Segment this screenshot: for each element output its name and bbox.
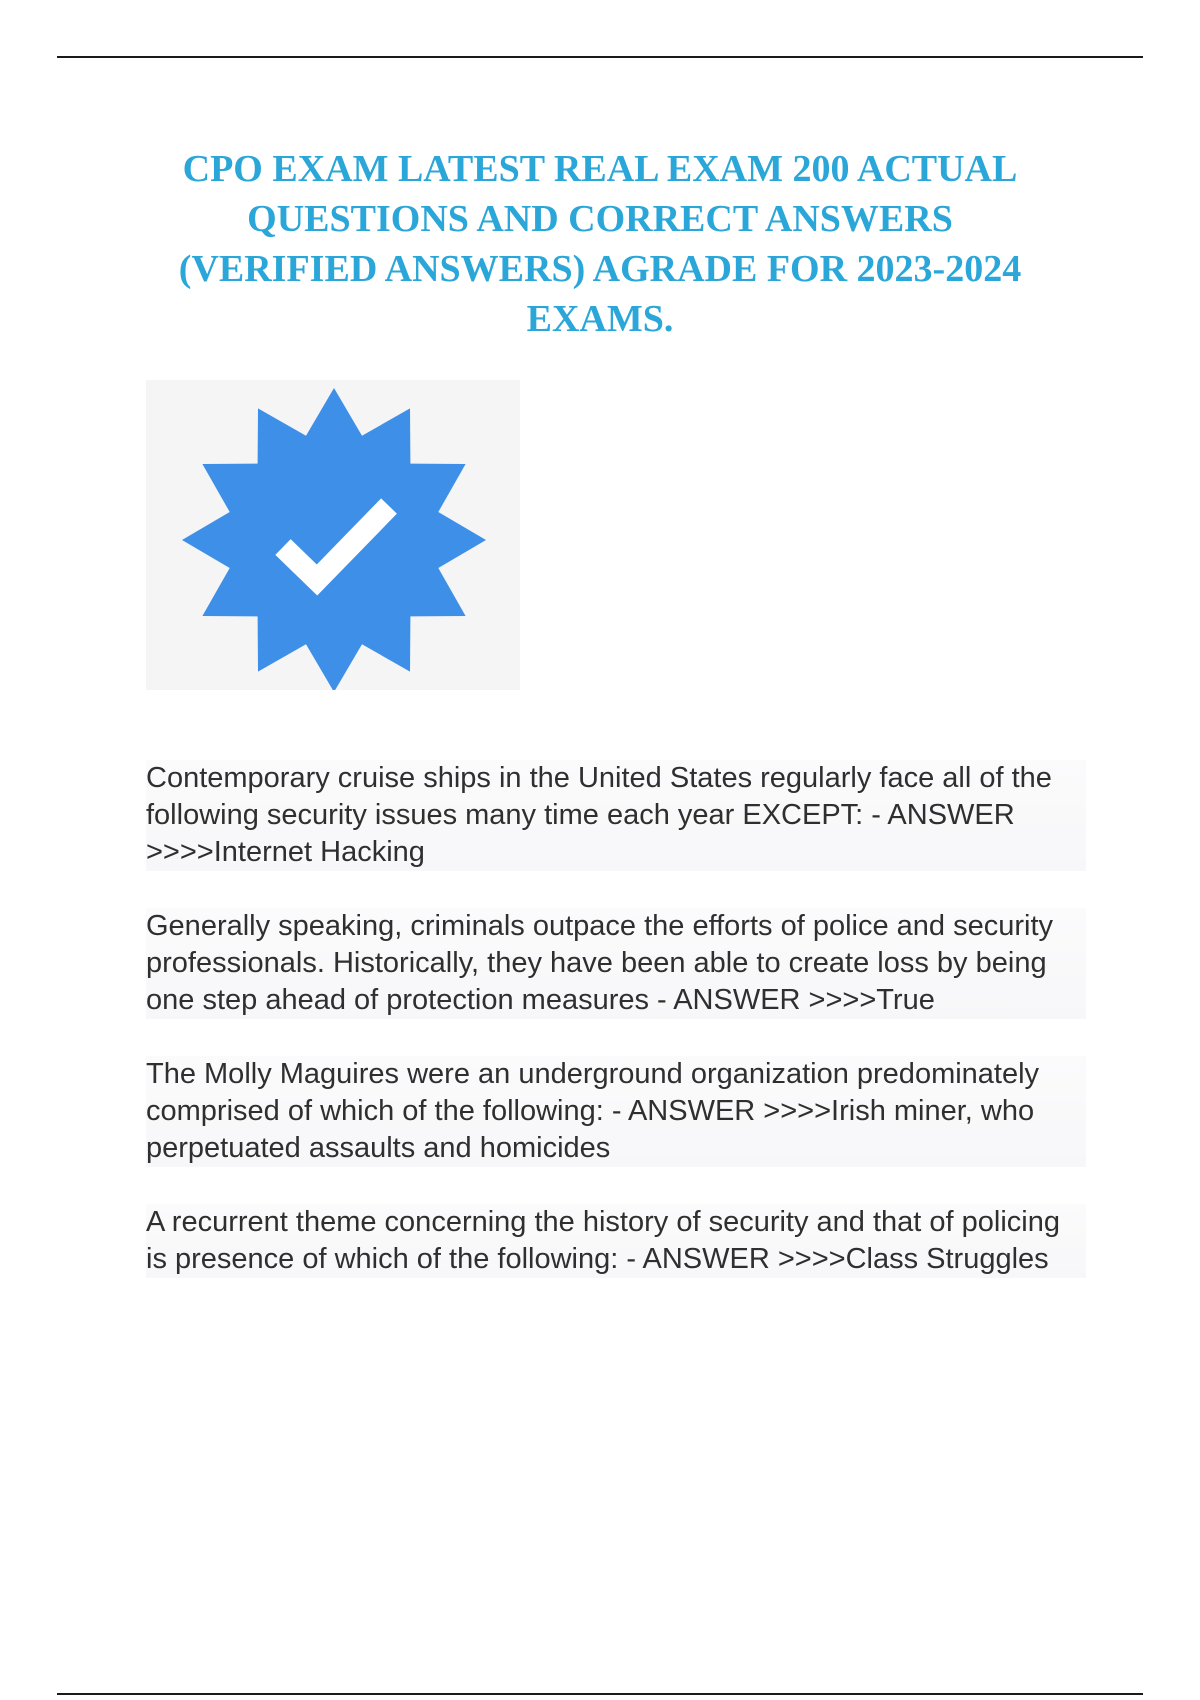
qa-question: A recurrent theme concerning the history of security and that of policing is presence of which of the following: - [146, 1206, 1060, 1275]
qa-item [146, 1204, 1086, 1278]
qa-answer: ANSWER >>>>Irish miner, who perpetuated assaults and homicides [146, 1095, 1035, 1164]
verified-check-badge-icon [146, 380, 520, 690]
qa-list [146, 760, 1086, 1315]
qa-answer: ANSWER >>>>Class Struggles [642, 1243, 1049, 1275]
qa-answer: ANSWER >>>>True [673, 984, 935, 1016]
document-title: CPO EXAM LATEST REAL EXAM 200 ACTUAL QUESTIONS AND CORRECT ANSWERS (VERIFIED ANSWERS) AGRADE FOR 2023-2024 EXAMS. [178, 148, 1022, 340]
qa-item [146, 1056, 1086, 1167]
qa-item [146, 908, 1086, 1019]
qa-answer: ANSWER >>>>Internet Hacking [146, 799, 1015, 868]
qa-question: The Molly Maguires were an underground organization predominately comprised of which of the following: - [146, 1058, 1040, 1127]
top-rule [57, 56, 1143, 58]
bottom-rule [57, 1693, 1143, 1695]
verified-badge-panel [146, 380, 520, 690]
qa-item [146, 760, 1086, 871]
qa-question: Generally speaking, criminals outpace the efforts of police and security professionals. Historically, they have been able to create loss by being one step ahead of protection measures - [146, 910, 1054, 1016]
qa-question: Contemporary cruise ships in the United States regularly face all of the following security issues many time each year EXCEPT: - [146, 762, 1052, 831]
